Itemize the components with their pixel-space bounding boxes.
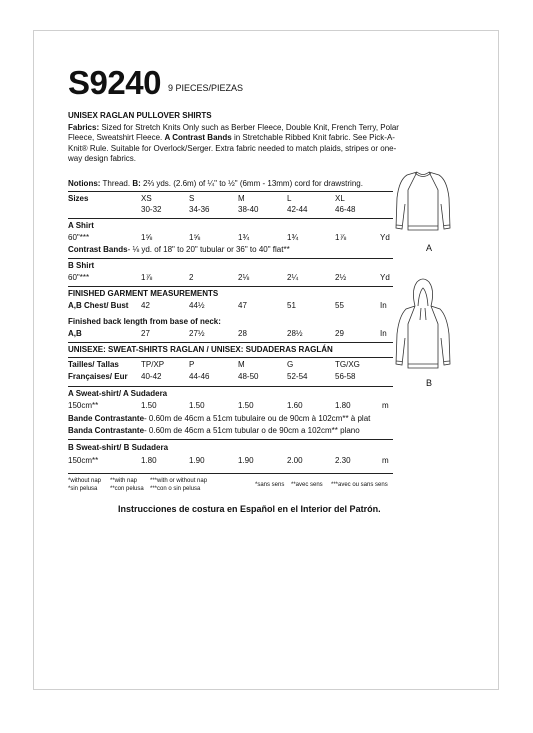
banda-line: [68, 426, 360, 435]
meters-cell: 1.80: [335, 401, 351, 410]
meters-cell: 2.30: [335, 456, 351, 465]
notions-b-label: B:: [132, 179, 141, 188]
nap-notes-4: *sans sens: [255, 482, 285, 488]
contrast-bands-label: A Contrast Bands: [164, 133, 232, 143]
back-label: A,B: [68, 329, 82, 338]
unit-label: Yd: [380, 233, 390, 242]
taille-cell: P: [189, 360, 195, 369]
b-shirt-title: B Shirt: [68, 261, 95, 270]
meters-cell: 2.00: [287, 456, 303, 465]
size-cell: XL: [335, 194, 345, 203]
taille-cell: TP/XP: [141, 360, 165, 369]
fgm-title: FINISHED GARMENT MEASUREMENTS: [68, 289, 219, 298]
nap-notes-2: [110, 477, 144, 493]
view-a-label: A: [426, 243, 433, 253]
pattern-title: UNISEX RAGLAN PULLOVER SHIRTS: [68, 111, 212, 120]
view-b-sketch: [393, 276, 453, 376]
back-length-title: Finished back length from base of neck:: [68, 317, 221, 326]
banda-text: - 0.60m de 46cm a 51cm tubular o de 90cm a 102cm** plano: [144, 426, 360, 435]
divider: [68, 258, 393, 259]
unit-label: In: [380, 301, 387, 310]
view-a-sketch: [393, 168, 453, 244]
bande-text: - 0.60m de 46cm a 51cm tubulaire ou de 90cm à 102cm** à plat: [144, 414, 371, 423]
yardage-cell: 1⅞: [141, 273, 153, 282]
fabrics-label: Fabrics:: [68, 123, 100, 132]
divider: [68, 357, 393, 358]
chest-cell: 47: [238, 301, 247, 310]
chest-cell: 55: [335, 301, 344, 310]
francaises-label: Françaises/ Eur: [68, 372, 128, 381]
unit-label: m: [382, 456, 389, 465]
fr-size-cell: 56-58: [335, 372, 356, 381]
bande-line: [68, 414, 370, 423]
notions-text: Thread.: [100, 179, 133, 188]
meters-cell: 1.50: [238, 401, 254, 410]
view-b-label: B: [426, 378, 433, 388]
size-cell: M: [238, 194, 245, 203]
yardage-cell: 1⅝: [189, 233, 201, 242]
back-cell: 28½: [287, 329, 303, 338]
unit-label: Yd: [380, 273, 390, 282]
size-cell: L: [287, 194, 292, 203]
fr-size-cell: 52-54: [287, 372, 308, 381]
fabrics-text-2: in Stretchable Ribbed Knit fabric. See Pick-A-Knit® Rule. Suitable for Overlock/Serger. Extra fabric needed to match plaids, stripes or one-way design fabrics.: [68, 133, 397, 164]
back-cell: 28: [238, 329, 247, 338]
note-text: ***with or without nap: [150, 478, 208, 484]
meters-cell: 1.50: [189, 401, 205, 410]
note-text: **con pelusa: [110, 486, 144, 492]
contrast-bands-row: [68, 245, 290, 257]
meters-cell: 1.50: [141, 401, 157, 410]
divider: [68, 342, 393, 343]
meters-cell: 1.90: [189, 456, 205, 465]
divider: [68, 191, 393, 192]
meters-cell: 1.90: [238, 456, 254, 465]
a-sweat-title: A Sweat-shirt/ A Sudadera: [68, 389, 168, 398]
meters-cell: 1.80: [141, 456, 157, 465]
size-cell: S: [189, 194, 195, 203]
divider: [68, 473, 393, 474]
chest-cell: 44½: [189, 301, 205, 310]
contrast-bands-row-label: Contrast Bands: [68, 245, 128, 254]
taille-cell: G: [287, 360, 294, 369]
divider: [68, 286, 393, 287]
yardage-cell: 1⅝: [141, 233, 153, 242]
spanish-instructions-note: Instrucciones de costura en Español en el Interior del Patrón.: [118, 504, 381, 514]
nap-notes-3: [150, 477, 207, 493]
fabrics-paragraph: [68, 123, 404, 165]
note-text: *sin pelusa: [68, 486, 98, 492]
pieces-count: 9 PIECES/PIEZAS: [168, 83, 244, 93]
bust-cell: 38-40: [238, 205, 259, 214]
bust-cell: 34-36: [189, 205, 210, 214]
yardage-cell: 1¾: [287, 233, 299, 242]
sizes-label: Sizes: [68, 194, 89, 203]
back-cell: 27½: [189, 329, 205, 338]
nap-notes-5: **avec sens: [291, 482, 323, 488]
divider: [68, 439, 393, 440]
yardage-cell: 1¾: [238, 233, 250, 242]
note-text: ***con o sin pelusa: [150, 486, 201, 492]
fabric-width: 60"***: [68, 273, 90, 282]
taille-cell: TG/XG: [335, 360, 360, 369]
nap-notes-1: [68, 477, 101, 493]
tailles-label: Tailles/ Tallas: [68, 360, 119, 369]
fabrics-text: Sized for Stretch Knits Only such as Berber Fleece, Double Knit, French Terry, Polar Fleece, Sweatshirt Fleece.: [68, 123, 399, 143]
fr-size-cell: 48-50: [238, 372, 259, 381]
divider: [68, 386, 393, 387]
note-text: **with nap: [110, 478, 138, 484]
fabric-width: 150cm**: [68, 401, 99, 410]
chest-cell: 42: [141, 301, 150, 310]
nap-notes-6: ***avec ou sans sens: [331, 482, 388, 488]
divider: [68, 218, 393, 219]
size-cell: XS: [141, 194, 152, 203]
yardage-cell: 2⅛: [238, 273, 250, 282]
unit-label: m: [382, 401, 389, 410]
yardage-cell: 2: [189, 273, 194, 282]
bust-cell: 46-48: [335, 205, 356, 214]
unit-label: In: [380, 329, 387, 338]
yardage-cell: 2¼: [287, 273, 299, 282]
back-cell: 27: [141, 329, 150, 338]
taille-cell: M: [238, 360, 245, 369]
fr-size-cell: 44-46: [189, 372, 210, 381]
fr-size-cell: 40-42: [141, 372, 162, 381]
fabric-width: 60"***: [68, 233, 90, 242]
fabric-width: 150cm**: [68, 456, 99, 465]
a-shirt-title: A Shirt: [68, 221, 94, 230]
bust-cell: 30-32: [141, 205, 162, 214]
chest-cell: 51: [287, 301, 296, 310]
note-text: *without nap: [68, 478, 102, 484]
pattern-code: S9240: [68, 64, 161, 101]
back-cell: 29: [335, 329, 344, 338]
notions-cord: 2⅔ yds. (2.6m) of ¼" to ½" (6mm - 13mm) cord for drawstring.: [140, 179, 363, 188]
notions-label: Notions:: [68, 179, 101, 188]
banda-label: Banda Contrastante: [68, 426, 145, 435]
bande-label: Bande Contrastante: [68, 414, 145, 423]
fr-title: UNISEXE: SWEAT-SHIRTS RAGLAN / UNISEX: SUDADERAS RAGLÁN: [68, 345, 333, 354]
b-sweat-title: B Sweat-shirt/ B Sudadera: [68, 443, 169, 452]
notions-line: [68, 179, 363, 188]
meters-cell: 1.60: [287, 401, 303, 410]
bust-cell: 42-44: [287, 205, 308, 214]
chest-label: A,B Chest/ Bust: [68, 301, 129, 310]
yardage-cell: 1⅞: [335, 233, 347, 242]
yardage-cell: 2½: [335, 273, 347, 282]
contrast-bands-row-text: - ⅛ yd. of 18" to 20" tubular or 36" to 40" flat**: [127, 245, 290, 254]
